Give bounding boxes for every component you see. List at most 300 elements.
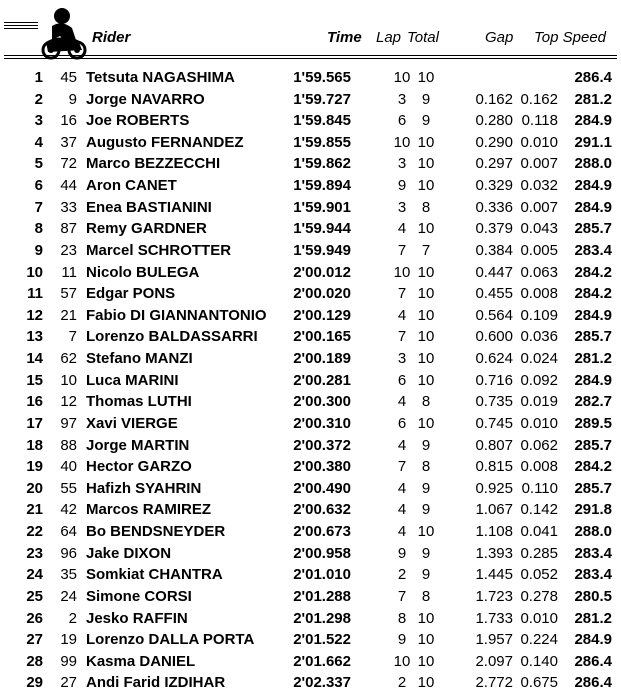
lap-time-cell: 2'02.337 [293,674,351,692]
position-cell: 10 [26,263,43,281]
top-speed-cell: 284.9 [574,177,612,195]
header-top-speed: Top Speed [534,29,607,46]
best-lap-cell: 10 [393,263,411,281]
rider-number-cell: 7 [68,328,77,346]
table-row [0,586,621,608]
position-cell: 16 [26,393,43,411]
lap-time-cell: 2'00.189 [293,350,351,368]
lap-time-cell: 1'59.894 [293,177,351,195]
lap-time-cell: 1'59.855 [293,133,351,151]
header-total: Total [407,29,439,46]
total-laps-cell: 10 [417,371,435,389]
gap-previous-cell: 0.162 [520,90,558,108]
position-cell: 18 [26,436,43,454]
rider-name-cell: Xavi VIERGE [86,414,178,432]
header-rule-left-mid [4,25,38,26]
rider-number-cell: 10 [60,371,77,389]
position-cell: 5 [34,155,43,173]
best-lap-cell: 6 [397,371,407,389]
gap-previous-cell: 0.109 [520,306,558,324]
lap-time-cell: 1'59.845 [293,112,351,130]
total-laps-cell: 9 [421,436,431,454]
position-cell: 7 [34,198,43,216]
best-lap-cell: 4 [397,436,407,454]
gap-first-cell: 2.772 [475,674,513,692]
total-laps-cell: 9 [421,90,431,108]
lap-time-cell: 2'00.632 [293,501,351,519]
lap-time-cell: 2'00.012 [293,263,351,281]
rider-number-cell: 44 [60,177,77,195]
lap-time-cell: 2'00.490 [293,479,351,497]
table-row [0,629,621,651]
rider-number-cell: 42 [60,501,77,519]
position-cell: 21 [26,501,43,519]
total-laps-cell: 10 [417,220,435,238]
top-speed-cell: 285.7 [574,436,612,454]
position-cell: 9 [34,241,43,259]
lap-time-cell: 2'00.380 [293,458,351,476]
position-cell: 13 [26,328,43,346]
lap-time-cell: 1'59.901 [293,198,351,216]
lap-time-cell: 1'59.944 [293,220,351,238]
top-speed-cell: 281.2 [574,90,612,108]
table-row [0,391,621,413]
position-cell: 1 [34,69,43,86]
rider-number-cell: 27 [60,674,77,692]
gap-first-cell: 1.723 [475,587,513,605]
rider-name-cell: Lorenzo DALLA PORTA [86,631,255,649]
gap-first-cell: 0.455 [475,285,513,303]
rider-name-cell: Somkiat CHANTRA [86,566,223,584]
best-lap-cell: 9 [397,544,407,562]
lap-time-cell: 2'01.522 [293,631,351,649]
gap-previous-cell: 0.036 [520,328,558,346]
total-laps-cell: 10 [417,674,435,692]
rider-name-cell: Marco BEZZECCHI [86,155,221,173]
position-cell: 3 [34,112,43,130]
motorcycle-rider-icon [38,6,88,60]
best-lap-cell: 9 [397,631,407,649]
header-rule-bottom-2 [4,58,617,59]
rider-number-cell: 21 [60,306,77,324]
gap-previous-cell: 0.010 [520,133,558,151]
rider-name-cell: Nicolo BULEGA [86,263,200,281]
table-row [0,305,621,327]
best-lap-cell: 6 [397,112,407,130]
rider-number-cell: 24 [60,587,77,605]
top-speed-cell: 285.7 [574,479,612,497]
rider-number-cell: 62 [60,350,77,368]
gap-first-cell: 0.384 [475,241,513,259]
gap-first-cell: 1.957 [475,631,513,649]
gap-previous-cell: 0.092 [520,371,558,389]
rider-number-cell: 45 [60,69,77,86]
rider-name-cell: Jake DIXON [86,544,172,562]
lap-time-cell: 2'00.673 [293,523,351,541]
top-speed-cell: 285.7 [574,220,612,238]
table-row [0,326,621,348]
rider-name-cell: Remy GARDNER [86,220,207,238]
gap-first-cell: 0.329 [475,177,513,195]
rider-number-cell: 57 [60,285,77,303]
gap-first-cell: 0.290 [475,133,513,151]
gap-first-cell: 0.162 [475,90,513,108]
rider-name-cell: Lorenzo BALDASSARRI [86,328,258,346]
rider-name-cell: Jesko RAFFIN [86,609,188,627]
table-row [0,153,621,175]
best-lap-cell: 10 [393,133,411,151]
position-cell: 22 [26,523,43,541]
total-laps-cell: 10 [417,414,435,432]
rider-number-cell: 64 [60,523,77,541]
table-row [0,67,621,89]
rider-number-cell: 35 [60,566,77,584]
table-row [0,564,621,586]
rider-name-cell: Andi Farid IZDIHAR [86,674,226,692]
lap-time-cell: 2'00.165 [293,328,351,346]
top-speed-cell: 284.9 [574,306,612,324]
lap-time-cell: 1'59.862 [293,155,351,173]
top-speed-cell: 283.4 [574,544,612,562]
position-cell: 29 [26,674,43,692]
rider-number-cell: 72 [60,155,77,173]
rider-number-cell: 96 [60,544,77,562]
best-lap-cell: 3 [397,198,407,216]
table-row [0,456,621,478]
gap-first-cell: 0.925 [475,479,513,497]
rider-name-cell: Joe ROBERTS [86,112,190,130]
rider-number-cell: 12 [60,393,77,411]
table-row [0,651,621,673]
rider-number-cell: 11 [61,263,77,281]
top-speed-cell: 284.9 [574,631,612,649]
total-laps-cell: 9 [421,112,431,130]
top-speed-cell: 286.4 [574,69,612,86]
total-laps-cell: 10 [417,285,435,303]
top-speed-cell: 284.9 [574,198,612,216]
gap-first-cell: 0.280 [475,112,513,130]
rider-number-cell: 97 [60,414,77,432]
rider-number-cell: 55 [60,479,77,497]
gap-previous-cell: 0.062 [520,436,558,454]
position-cell: 28 [26,652,43,670]
gap-first-cell: 1.393 [475,544,513,562]
rider-number-cell: 99 [60,652,77,670]
gap-previous-cell: 0.063 [520,263,558,281]
gap-previous-cell: 0.005 [520,241,558,259]
best-lap-cell: 2 [397,566,407,584]
total-laps-cell: 8 [421,393,431,411]
header-rule-left-top [4,22,38,23]
total-laps-cell: 9 [421,501,431,519]
lap-time-cell: 2'01.298 [293,609,351,627]
rider-number-cell: 19 [60,631,77,649]
table-row [0,478,621,500]
total-laps-cell: 10 [417,350,435,368]
table-row [0,240,621,262]
total-laps-cell: 10 [417,155,435,173]
best-lap-cell: 7 [397,587,407,605]
lap-time-cell: 2'00.372 [293,436,351,454]
rider-name-cell: Bo BENDSNEYDER [86,523,226,541]
rider-name-cell: Fabio DI GIANNANTONIO [86,306,267,324]
position-cell: 17 [26,414,43,432]
results-header [0,0,621,62]
gap-first-cell: 0.807 [475,436,513,454]
header-lap: Lap [376,29,402,46]
top-speed-cell: 291.1 [574,133,612,151]
best-lap-cell: 7 [397,328,407,346]
rider-number-cell: 37 [60,133,77,151]
table-row [0,89,621,111]
gap-previous-cell: 0.142 [520,501,558,519]
gap-first-cell: 0.379 [475,220,513,238]
gap-previous-cell: 0.224 [520,631,558,649]
header-time: Time [327,29,362,46]
lap-time-cell: 1'59.565 [293,69,351,86]
best-lap-cell: 3 [397,90,407,108]
rider-number-cell: 23 [60,241,77,259]
total-laps-cell: 10 [417,631,435,649]
gap-previous-cell: 0.008 [520,285,558,303]
top-speed-cell: 289.5 [574,414,612,432]
rider-number-cell: 2 [68,609,77,627]
top-speed-cell: 283.4 [574,241,612,259]
top-speed-cell: 284.9 [574,112,612,130]
lap-time-cell: 2'00.281 [293,371,351,389]
position-cell: 15 [26,371,43,389]
rider-number-cell: 9 [68,90,77,108]
gap-first-cell: 0.735 [475,393,513,411]
header-rule-left-low [4,28,38,29]
gap-previous-cell: 0.052 [520,566,558,584]
rider-name-cell: Hafizh SYAHRIN [86,479,202,497]
table-row [0,132,621,154]
best-lap-cell: 6 [397,414,407,432]
total-laps-cell: 8 [421,587,431,605]
lap-time-cell: 2'00.129 [293,306,351,324]
rider-number-cell: 16 [60,112,77,130]
gap-first-cell: 0.600 [475,328,513,346]
best-lap-cell: 4 [397,220,407,238]
gap-previous-cell: 0.024 [520,350,558,368]
gap-first-cell: 0.297 [475,155,513,173]
gap-first-cell: 1.108 [475,523,513,541]
rider-name-cell: Luca MARINI [86,371,179,389]
gap-first-cell: 0.716 [475,371,513,389]
table-row [0,435,621,457]
gap-previous-cell: 0.043 [520,220,558,238]
gap-previous-cell: 0.010 [520,414,558,432]
top-speed-cell: 284.2 [574,285,612,303]
gap-first-cell: 1.733 [475,609,513,627]
rider-name-cell: Hector GARZO [86,458,192,476]
total-laps-cell: 10 [417,177,435,195]
table-row [0,499,621,521]
lap-time-cell: 2'00.300 [293,393,351,411]
top-speed-cell: 284.9 [574,371,612,389]
rider-number-cell: 87 [60,220,77,238]
table-row [0,175,621,197]
table-row [0,218,621,240]
total-laps-cell: 7 [421,241,431,259]
position-cell: 25 [26,587,43,605]
total-laps-cell: 10 [417,609,435,627]
position-cell: 11 [27,285,43,303]
total-laps-cell: 9 [421,544,431,562]
best-lap-cell: 3 [397,350,407,368]
top-speed-cell: 282.7 [574,393,612,411]
gap-previous-cell: 0.110 [521,479,558,497]
gap-previous-cell: 0.118 [521,112,558,130]
best-lap-cell: 4 [397,501,407,519]
total-laps-cell: 10 [417,328,435,346]
total-laps-cell: 10 [417,69,435,86]
table-row [0,370,621,392]
position-cell: 6 [34,177,43,195]
rider-name-cell: Edgar PONS [86,285,176,303]
total-laps-cell: 10 [417,652,435,670]
top-speed-cell: 291.8 [574,501,612,519]
total-laps-cell: 9 [421,566,431,584]
gap-first-cell: 0.336 [475,198,513,216]
table-row [0,262,621,284]
gap-first-cell: 0.624 [475,350,513,368]
best-lap-cell: 4 [397,479,407,497]
position-cell: 2 [34,90,43,108]
position-cell: 19 [26,458,43,476]
best-lap-cell: 4 [397,306,407,324]
position-cell: 14 [26,350,43,368]
gap-first-cell: 1.445 [475,566,513,584]
lap-time-cell: 2'00.020 [293,285,351,303]
lap-time-cell: 2'00.958 [293,544,351,562]
top-speed-cell: 288.0 [574,155,612,173]
rider-name-cell: Tetsuta NAGASHIMA [86,69,235,86]
top-speed-cell: 283.4 [574,566,612,584]
best-lap-cell: 4 [397,393,407,411]
table-row [0,521,621,543]
table-row [0,197,621,219]
gap-previous-cell: 0.278 [520,587,558,605]
total-laps-cell: 8 [421,458,431,476]
gap-first-cell: 0.815 [475,458,513,476]
rider-name-cell: Augusto FERNANDEZ [86,133,244,151]
gap-first-cell: 0.564 [475,306,513,324]
best-lap-cell: 4 [397,523,407,541]
gap-previous-cell: 0.032 [520,177,558,195]
top-speed-cell: 284.2 [574,458,612,476]
table-row [0,543,621,565]
best-lap-cell: 7 [397,285,407,303]
header-rule-bottom [4,55,617,56]
best-lap-cell: 9 [397,177,407,195]
rider-name-cell: Marcel SCHROTTER [86,241,232,259]
table-row [0,283,621,305]
gap-previous-cell: 0.675 [520,674,558,692]
header-rider: Rider [92,29,131,46]
rider-name-cell: Jorge MARTIN [86,436,190,454]
lap-time-cell: 2'01.662 [293,652,351,670]
best-lap-cell: 7 [397,458,407,476]
total-laps-cell: 10 [417,133,435,151]
top-speed-cell: 286.4 [574,674,612,692]
gap-first-cell: 0.447 [475,263,513,281]
position-cell: 8 [34,220,43,238]
rider-number-cell: 40 [60,458,77,476]
gap-previous-cell: 0.007 [520,155,558,173]
total-laps-cell: 9 [421,479,431,497]
gap-first-cell: 0.745 [475,414,513,432]
gap-previous-cell: 0.041 [520,523,558,541]
best-lap-cell: 3 [397,155,407,173]
top-speed-cell: 281.2 [574,350,612,368]
rider-number-cell: 88 [60,436,77,454]
total-laps-cell: 10 [417,306,435,324]
total-laps-cell: 10 [417,523,435,541]
gap-previous-cell: 0.010 [520,609,558,627]
position-cell: 4 [34,133,43,151]
gap-previous-cell: 0.019 [520,393,558,411]
header-gap: Gap [485,29,514,46]
top-speed-cell: 288.0 [574,523,612,541]
lap-time-cell: 2'01.288 [293,587,351,605]
rider-name-cell: Marcos RAMIREZ [86,501,212,519]
position-cell: 23 [26,544,43,562]
total-laps-cell: 8 [421,198,431,216]
top-speed-cell: 284.2 [574,263,612,281]
table-row [0,110,621,132]
gap-first-cell: 1.067 [475,501,513,519]
rider-name-cell: Kasma DANIEL [86,652,196,670]
lap-time-cell: 1'59.727 [293,90,351,108]
rider-name-cell: Simone CORSI [86,587,192,605]
top-speed-cell: 280.5 [574,587,612,605]
table-row [0,348,621,370]
top-speed-cell: 281.2 [574,609,612,627]
rider-name-cell: Jorge NAVARRO [86,90,205,108]
rider-number-cell: 33 [60,198,77,216]
best-lap-cell: 10 [393,652,411,670]
rider-name-cell: Stefano MANZI [86,350,193,368]
gap-first-cell: 2.097 [475,652,513,670]
gap-previous-cell: 0.008 [520,458,558,476]
total-laps-cell: 10 [417,263,435,281]
gap-previous-cell: 0.007 [520,198,558,216]
rider-name-cell: Enea BASTIANINI [86,198,212,216]
gap-previous-cell: 0.285 [520,544,558,562]
table-row [0,413,621,435]
table-row [0,672,621,694]
best-lap-cell: 7 [397,241,407,259]
best-lap-cell: 10 [393,69,411,86]
position-cell: 12 [26,306,43,324]
rider-name-cell: Thomas LUTHI [86,393,192,411]
position-cell: 24 [26,566,43,584]
position-cell: 26 [26,609,43,627]
best-lap-cell: 2 [397,674,407,692]
lap-time-cell: 1'59.949 [293,241,351,259]
top-speed-cell: 285.7 [574,328,612,346]
best-lap-cell: 8 [397,609,407,627]
lap-time-cell: 2'01.010 [293,566,351,584]
gap-previous-cell: 0.140 [520,652,558,670]
table-row [0,608,621,630]
top-speed-cell: 286.4 [574,652,612,670]
rider-name-cell: Aron CANET [86,177,177,195]
lap-time-cell: 2'00.310 [293,414,351,432]
position-cell: 27 [26,631,43,649]
